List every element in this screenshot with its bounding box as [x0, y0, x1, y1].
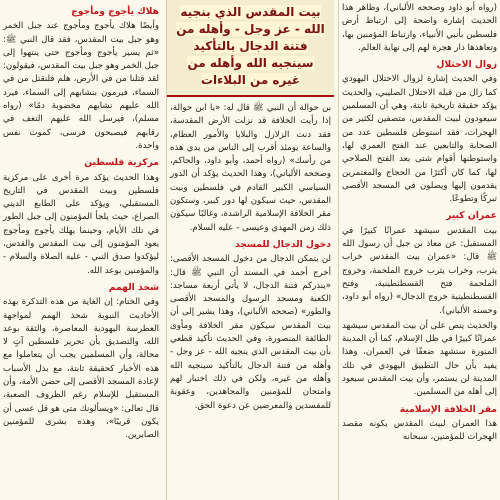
paragraph: هذا العمران لبيت المقدس يكونه مقصد الهجرات للمؤمنين، سبحانه — [342, 418, 497, 443]
paragraph: (رواه أبو داود وصححه الألباني)، وظاهر هذا الحديث إشارة واضحة إلى ارتباط أرض فلسطين بأنبي الأنبياء، وارتباط المؤمنين بها، وتعاهدها دار هجرة لهم إلى نهاية العالم. — [342, 3, 497, 53]
section-heading: شحذ الهمم — [108, 281, 159, 293]
section-heading: مقر الخلافة الإسلامية — [399, 403, 497, 415]
paragraph: وفي الحديث إشارة لزوال الاحتلال اليهودي كما زال من قبله الاحتلال الصليبي، والحديث يؤكد حقيقة تاريخية ثابتة، وهي أن المسلمين سيعودون لبيت المقدس، متصفين لكثير من الهجرات، فقد استوطن فلسطين عدد من الصحابة والتابعين عند الفتح العمري لها، واستوطنها أقوام شتى بعد الفتح الصلاحي لها، كما كان أكثرًا من الحجاج والمعتمرين يقدمون إليها ويصلون في المسجد الأقصى تبركًا وتطوعًا. — [342, 74, 497, 205]
paragraph: والحديث ينص على أن بيت المقدس سيشهد عمرانًا كبيرًا في ظل الإسلام، كما أن المدينة المنورة ستشهد ضعفًا في العمران، وهذا يفيد بأن حال التطبيق اليهودي في تلك المدينة لن يستمر، وأن بيت المقدس سيعود إلى أهله من المسلمين. — [342, 320, 497, 398]
paragraph: بيت المقدس سيشهد عمرانًا كبيرًا في المستقبل: عن معاذ بن جبل أن رسول الله ﷺ قال: «عمران بيت المقدس خراب يثرب، وخراب يثرب خروج الملحمة، وخروج الملحمة فتح القسطنطينية، وفتح القسطنطينية خروج الدجال» (رواه أبو داود، وحسنه الألباني). — [342, 225, 497, 316]
paragraph: وهذا الحديث يؤكد مرة أخرى على مركزية فلسطين وبيت المقدس في التاريخ المستقبلي، ويؤكد على الطابع الديني الصراع، حيث يلجأ المؤمنون إلى جبل الطور في تلك الأيام، وحينما يهلك يأجوج ومأجوج يعود المؤمنون إلى بيت المقدس والقدس، ليؤكدوا صدق النبي - عليه الصلاة والسلام - والمؤمنين بوعد الله. — [3, 172, 159, 276]
section-heading: مركزية فلسطين — [84, 157, 159, 169]
pull-quote-text: بيت المقدس الذي بنجيه الله - عز وجل - وأهله من فتنة الدجال بالتأكيد سينجيه الله وأهله من غيره من البلاءات — [176, 5, 325, 87]
section-heading: هلاك يأجوج ومأجوج — [71, 6, 159, 17]
left-column — [0, 0, 162, 500]
right-column — [338, 0, 500, 500]
section-heading: زوال الاحتلال — [436, 59, 497, 71]
paragraph: وفي الختام: إن الغاية من هذه التذكرة بهذه الأحاديث النبوية شحذ الهمم لمواجهة الغطرسة اليهودية المعاصرة، والثقة بوعد الله، والتصديق بأن تحرير فلسطين آتٍ لا محالة، وأن المسلمين يجب أن يتعاملوا مع هذه الأخبار كحقيقة ثابتة، مع بذل الأسباب لإعادة المسجد الأقصى إلى حضن الأمة، وأن المستقبل للإسلام رغم الظروف الصعبة، قال تعالى: «ويسألونك متى هو قل عسى أن يكون قريبًا»، وهذه بشرى للمؤمنين الصابرين. — [3, 297, 159, 441]
paragraph: بن حوالة أن النبي ﷺ قال له: «يا ابن حوالة، إذا رأيت الخلافة قد نزلت الأرض المقدسة، فقد دنت الزلازل والبلايا والأمور العظام، والساعة يومئذ أقرب إلى الناس من يدي هذه من رأسك» (رواه أحمد، وأبو داود، والحاكم، وصححه الألباني)، وهذا الحديث يؤكد أن الدور السياسي الكبير القادم في فلسطين وبيت المقدس، حيث سيكون لها دور كبير، وستكون مقر الخلافة الإسلامية الراشدة، وغالبًا سيكون ذلك زمن المهدي وعيسى - عليه السلام. — [170, 103, 331, 233]
section-heading: عمران كبير — [446, 210, 497, 222]
section-heading: دخول الدجال للمسجد — [234, 238, 331, 250]
paragraph: لن يتمكن الدجال من دخول المسجد الأقصى: أخرج أحمد في المسند أن النبي ﷺ قال: «ينذركم فتنة الدجال، لا يأتي أربعة مساجد: الكعبة ومسجد الرسول والمسجد الأقصى والطور» (صححه الألباني)، وهذا يشير إلى أن بيت المقدس سيكون مقر الخلافة ومأوى الطائفة المنصورة، وفي الحديث تأكيد قطعي بأن بيت المقدس الذي ينجيه الله - عز وجل - وأهله من فتنة الدجال بالتأكيد سينجيه الله وأهله من غيره، ولكن في ذلك اختبار لهم وامتحان للمؤمنين والمجاهدين، وعقوبة للمفسدين والمعرضين عن دعوة الحق. — [170, 254, 331, 411]
middle-column — [166, 0, 334, 500]
paragraph: وأيضًا هلاك يأجوج ومأجوج عند جبل الخمر وهو جبل بيت المقدس، فقد قال النبي ﷺ: «ثم يسير يأجوج ومأجوج حتى ينتهوا إلى جبل الخمر وهو جبل بيت المقدس، فيقولون: لقد قتلنا من في الأرض، هلم فلنقتل من في السماء، فيرمون بنشابهم إلى السماء، فيرد الله عليهم نشابهم مخضوبة دمًا» (رواه مسلم)، فيرسل الله عليهم النغف في رقابهم فيصبحون فرسى، كموت نفس واحدة. — [3, 21, 159, 151]
pull-quote — [167, 0, 334, 97]
